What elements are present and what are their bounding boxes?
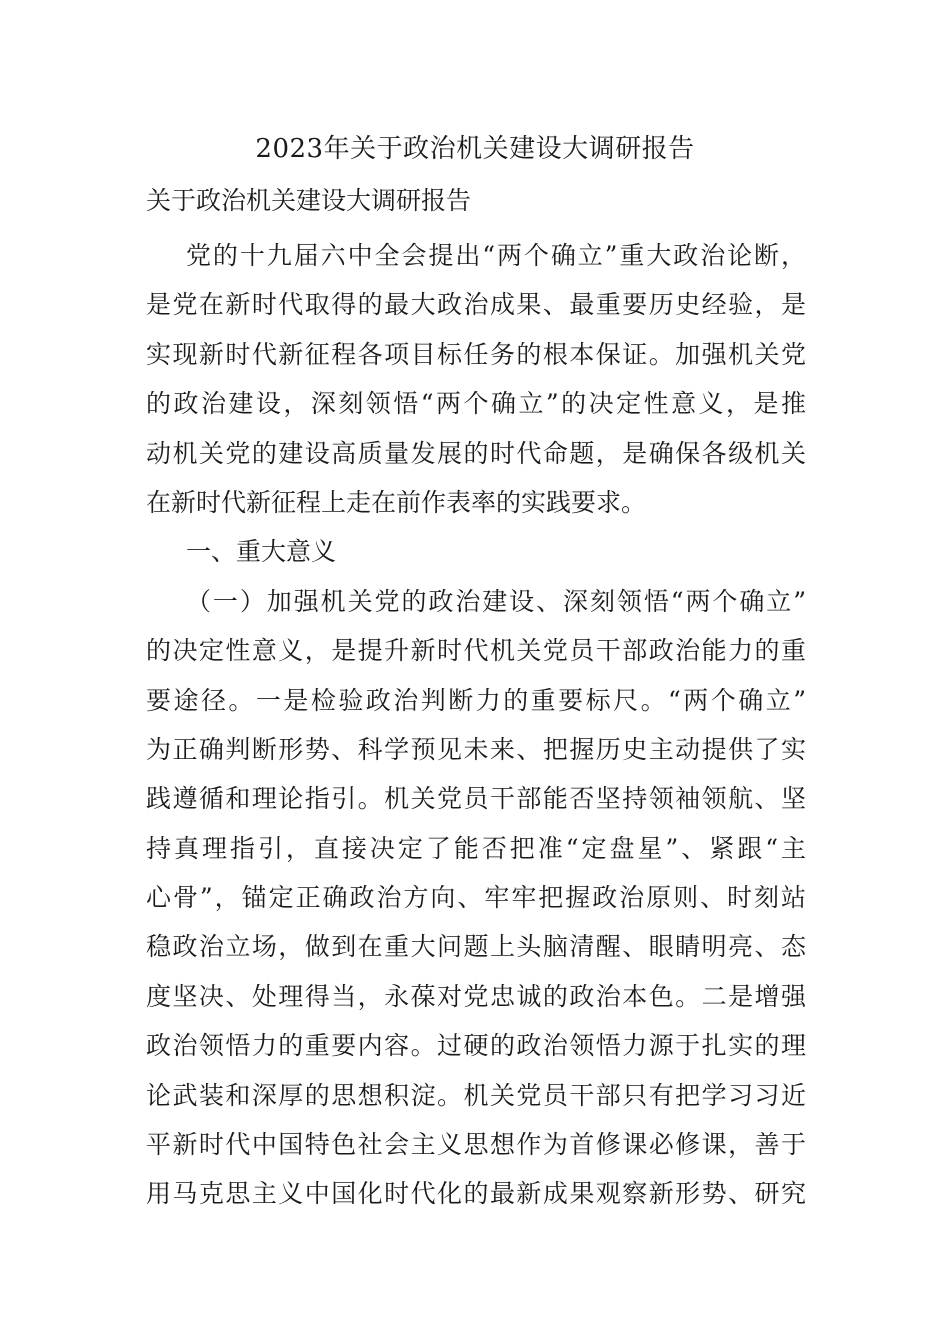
paragraph-line: 实现新时代新征程各项目标任务的根本保证。加强机关党 (146, 339, 806, 369)
paragraph-line: 平新时代中国特色社会主义思想作为首修课必修课，善于 (146, 1130, 806, 1160)
paragraph-line: 党的十九届六中全会提出“两个确立”重大政治论断， (186, 241, 806, 270)
paragraph-line: 的政治建设，深刻领悟“两个确立”的决定性意义，是推 (146, 389, 806, 419)
paragraph-line: 动机关党的建设高质量发展的时代命题，是确保各级机关 (146, 438, 806, 468)
paragraph-line: 为正确判断形势、科学预见未来、把握历史主动提供了实 (146, 734, 806, 764)
paragraph-line: 稳政治立场，做到在重大问题上头脑清醒、眼睛明亮、态 (146, 932, 806, 962)
paragraph-line: 持真理指引，直接决定了能否把准“定盘星”、紧跟“主 (146, 833, 806, 863)
document-body (146, 231, 806, 1219)
paragraph-line: 要途径。一是检验政治判断力的重要标尺。“两个确立” (146, 685, 806, 715)
paragraph-line: 论武装和深厚的思想积淀。机关党员干部只有把学习习近 (146, 1080, 806, 1110)
paragraph-line: 政治领悟力的重要内容。过硬的政治领悟力源于扎实的理 (146, 1031, 806, 1061)
section-heading: 一、重大意义 (186, 537, 337, 567)
document-title: 2023年关于政治机关建设大调研报告 (255, 134, 695, 164)
paragraph-line: 是党在新时代取得的最大政治成果、最重要历史经验，是 (146, 290, 806, 320)
paragraph-line: 用马克思主义中国化时代化的最新成果观察新形势、研究 (146, 1179, 806, 1209)
document-subtitle: 关于政治机关建设大调研报告 (146, 186, 472, 215)
paragraph-line: 度坚决、处理得当，永葆对党忠诚的政治本色。二是增强 (146, 981, 806, 1011)
paragraph-line: 的决定性意义，是提升新时代机关党员干部政治能力的重 (146, 636, 806, 666)
paragraph-line: （一）加强机关党的政治建设、深刻领悟“两个确立” (186, 586, 806, 616)
paragraph-line: 践遵循和理论指引。机关党员干部能否坚持领袖领航、坚 (146, 784, 806, 814)
paragraph-line: 心骨”，锚定正确政治方向、牢牢把握政治原则、时刻站 (146, 883, 806, 913)
paragraph-line: 在新时代新征程上走在前作表率的实践要求。 (146, 487, 647, 517)
